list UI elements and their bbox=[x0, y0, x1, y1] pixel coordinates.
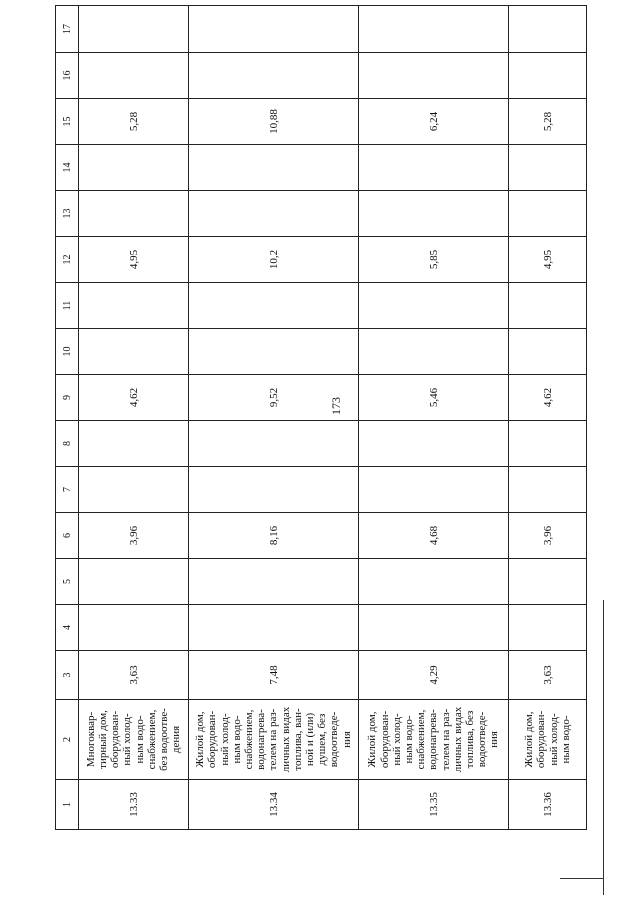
table-cell bbox=[359, 559, 509, 605]
table-cell bbox=[79, 329, 189, 375]
table-cell bbox=[509, 283, 587, 329]
table-cell bbox=[359, 421, 509, 467]
table-cell bbox=[359, 191, 509, 237]
table-cell bbox=[189, 191, 359, 237]
row-description: Жилой дом, оборудован- ный холод- ным водо- снабжением, водонагрева- телем на раз- личных видах топлива, без водоотведе- ния bbox=[359, 700, 509, 780]
table-cell bbox=[359, 145, 509, 191]
table-cell: 4,62 bbox=[79, 375, 189, 421]
table-cell bbox=[189, 605, 359, 651]
table-cell bbox=[79, 467, 189, 513]
table-cell bbox=[509, 145, 587, 191]
table-cell bbox=[79, 559, 189, 605]
column-header: 7 bbox=[56, 467, 79, 513]
table-cell bbox=[509, 6, 587, 53]
column-header: 6 bbox=[56, 513, 79, 559]
table-cell bbox=[79, 283, 189, 329]
column-header: 17 bbox=[56, 6, 79, 53]
table-cell: 4,62 bbox=[509, 375, 587, 421]
table-cell bbox=[509, 467, 587, 513]
table-cell: 3,63 bbox=[79, 651, 189, 700]
row-code: 13.36 bbox=[509, 780, 587, 830]
margin-rule bbox=[603, 600, 604, 895]
table-cell bbox=[79, 605, 189, 651]
column-header: 13 bbox=[56, 191, 79, 237]
table-cell: 5,46 bbox=[359, 375, 509, 421]
table-cell bbox=[509, 421, 587, 467]
column-header: 8 bbox=[56, 421, 79, 467]
table-cell bbox=[189, 53, 359, 99]
table-cell: 10,2 bbox=[189, 237, 359, 283]
table-cell bbox=[359, 467, 509, 513]
table-cell bbox=[509, 329, 587, 375]
column-header: 16 bbox=[56, 53, 79, 99]
table-cell: 3,63 bbox=[509, 651, 587, 700]
table-cell bbox=[79, 191, 189, 237]
table-cell bbox=[189, 329, 359, 375]
table-cell bbox=[79, 53, 189, 99]
table-cell bbox=[359, 283, 509, 329]
row-description: Многоквар- тирный дом, оборудован- ный холод- ным водо- снабжением, без водоотве- дения bbox=[79, 700, 189, 780]
column-header: 4 bbox=[56, 605, 79, 651]
table-cell bbox=[359, 6, 509, 53]
column-header: 14 bbox=[56, 145, 79, 191]
table-cell: 3,96 bbox=[79, 513, 189, 559]
table-cell: 5,28 bbox=[509, 99, 587, 145]
column-header: 5 bbox=[56, 559, 79, 605]
table-cell bbox=[79, 145, 189, 191]
table-cell: 9,52 bbox=[189, 375, 359, 421]
table-row bbox=[509, 6, 587, 830]
table-cell bbox=[359, 605, 509, 651]
table-cell bbox=[189, 283, 359, 329]
row-code: 13.34 bbox=[189, 780, 359, 830]
rotated-table-container bbox=[55, 24, 585, 830]
table-cell bbox=[359, 329, 509, 375]
row-code: 13.33 bbox=[79, 780, 189, 830]
table-row bbox=[359, 6, 509, 830]
column-header: 2 bbox=[56, 700, 79, 780]
table-cell bbox=[79, 421, 189, 467]
column-header: 15 bbox=[56, 99, 79, 145]
table-cell bbox=[509, 53, 587, 99]
table-cell bbox=[79, 6, 189, 53]
row-description: Жилой дом, оборудован- ный холод- ным водо- снабжением, водонагрева- телем на раз- личных видах топлива, ван- ной и (или) душем, без водоотведе- ния bbox=[189, 700, 359, 780]
column-number-row bbox=[56, 6, 79, 830]
column-header: 9 bbox=[56, 375, 79, 421]
table-row bbox=[189, 6, 359, 830]
table-cell bbox=[509, 559, 587, 605]
tariff-table bbox=[55, 5, 587, 830]
table-cell: 5,85 bbox=[359, 237, 509, 283]
row-code: 13.35 bbox=[359, 780, 509, 830]
column-header: 10 bbox=[56, 329, 79, 375]
table-cell: 6,24 bbox=[359, 99, 509, 145]
table-cell bbox=[189, 421, 359, 467]
column-header: 3 bbox=[56, 651, 79, 700]
table-cell bbox=[189, 467, 359, 513]
table-cell bbox=[189, 6, 359, 53]
table-cell bbox=[509, 191, 587, 237]
table-cell: 10,88 bbox=[189, 99, 359, 145]
table-cell bbox=[359, 53, 509, 99]
table-cell: 4,95 bbox=[509, 237, 587, 283]
column-header: 1 bbox=[56, 780, 79, 830]
table-cell: 8,16 bbox=[189, 513, 359, 559]
table-cell bbox=[189, 145, 359, 191]
row-description: Жилой дом, оборудован- ный холод- ным водо- bbox=[509, 700, 587, 780]
page-number: 173 bbox=[329, 397, 343, 415]
table-cell: 4,29 bbox=[359, 651, 509, 700]
table-row bbox=[79, 6, 189, 830]
column-header: 12 bbox=[56, 237, 79, 283]
table-cell: 4,95 bbox=[79, 237, 189, 283]
column-header: 11 bbox=[56, 283, 79, 329]
table-cell bbox=[189, 559, 359, 605]
table-cell: 4,68 bbox=[359, 513, 509, 559]
table-cell: 5,28 bbox=[79, 99, 189, 145]
table-cell: 3,96 bbox=[509, 513, 587, 559]
table-cell bbox=[509, 605, 587, 651]
margin-rule bbox=[560, 878, 604, 879]
table-cell: 7,48 bbox=[189, 651, 359, 700]
